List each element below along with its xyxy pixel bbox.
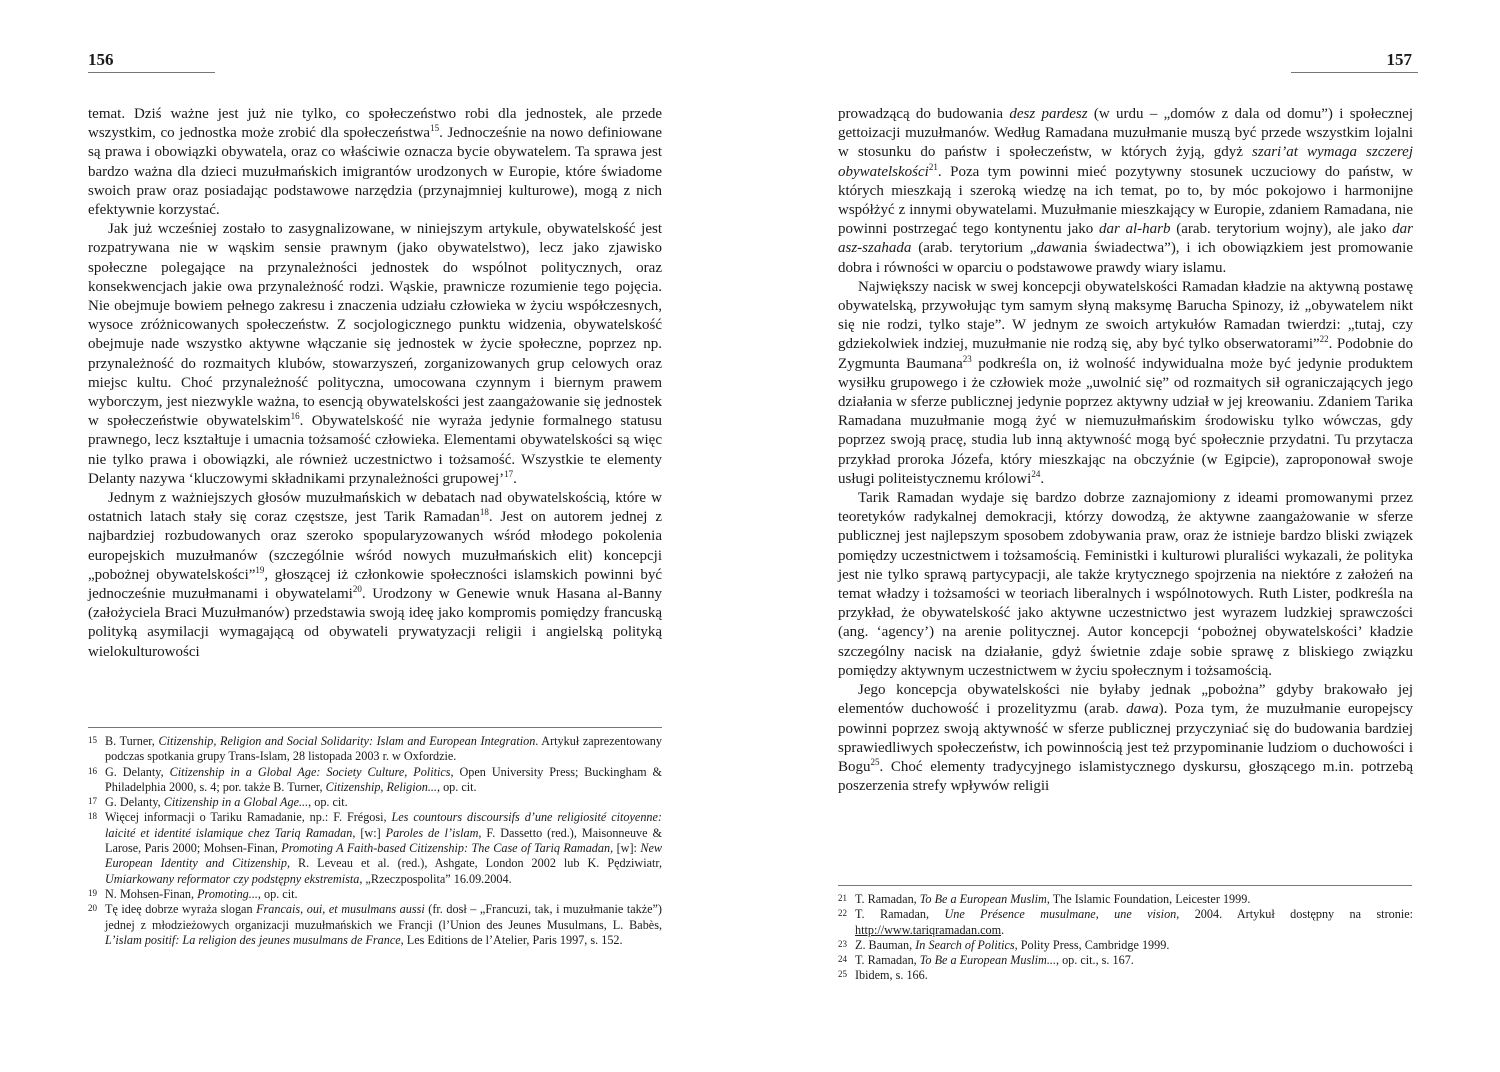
paragraph: temat. Dziś ważne jest już nie tylko, co społeczeństwo robi dla jednostek, ale przede wszystkim, co jednostka może zrobić dla społeczeństwa$^{15}$. Jednocześnie na nowo definiowane są prawa i obowiązki obywatela, oraz co właściwie oznacza bycie obywatelem. Ta sprawa jest bardzo ważna dla dzieci muzułmańskich imigrantów urodzonych w Europie, które świadome swoich praw oraz posiadając podstawowe narzędzia (przynajmniej kulturowe), mogą z nich efektywnie korzystać. [88, 106, 663, 219]
footnotes-right [838, 885, 1413, 984]
page-number-right: 157 [1386, 50, 1412, 69]
footnote: 20 Tę ideę dobrze wyraża slogan Francais, oui, et musulmans aussi (fr. dosł – „Francuzi, tak, i muzułmanie także”) jednej z młodzieżowych organizacji muzułmańskich we Francji (l’Union des Jeunes Musulmans, L. Babès, L’islam positif: La religion des jeunes musulmans de France, Les Editions de l’Atelier, Paris 1997, s. 152. [88, 902, 662, 947]
footnote: 24 T. Ramadan, To Be a European Muslim..., op. cit., s. 167. [838, 953, 1134, 968]
footnote: 17 G. Delanty, Citizenship in a Global Age..., op. cit. [88, 795, 348, 810]
left-page-body [88, 105, 662, 662]
paragraph: Jednym z ważniejszych głosów muzułmańskich w debatach nad obywatelskością, które w ostatnich latach stały się coraz częstsze, jest Tarik Ramadan$^{18}$. Jest on autorem jednej z najbardziej rozbudowanych oraz szeroko spopularyzowanych wśród młodego pokolenia europejskich muzułmanów (szczególnie wśród nowych muzułmańskich elit) koncepcji „pobożnej obywatelskości”$^{19}$, głoszącej iż członkowie społeczności islamskich powinni być jednocześnie muzułmanami i obywatelami$^{20}$. Urodzony w Genewie wnuk Hasana al-Banny (założyciela Braci Muzułmanów) przedstawia swoją ideę jako kompromis pomiędzy francuską polityką asymilacji wymagającą od obywateli prywatyzacji religii i angielską polityką wielokulturowości [88, 490, 662, 660]
footnote-rule [838, 885, 1412, 886]
footnotes-left [88, 727, 662, 948]
paragraph: Jego koncepcja obywatelskości nie byłaby jednak „pobożna” gdyby brakowało jej elementów duchowość i prozelityzmu (arab. dawa). Poza tym, że muzułmanie europejscy powinni poprzez swoją aktywność w sferze publicznej przyczyniać się do budowania bardziej sprawiedliwych społeczeństw, ich powinnością jest też przypominanie ludziom o duchowości i Bogu$^{25}$. Choć elementy tradycyjnego islamistycznego dyskursu, głoszącego m.in. potrzebą poszerzenia strefy wpływów religii [838, 682, 1413, 795]
right-page-body [838, 105, 1413, 796]
footnote: 19 N. Mohsen-Finan, Promoting..., op. cit. [88, 886, 298, 901]
footnote-rule [88, 727, 662, 728]
footnote: 15 B. Turner, Citizenship, Religion and Social Solidarity: Islam and European Integration. Artykuł zaprezentowany podczas spotkania grupy Trans-Islam, 28 listopada 2003 r. w Oxfordzie. [88, 734, 662, 764]
page-number-left: 156 [88, 50, 114, 69]
header-rule-right [1291, 72, 1418, 73]
paragraph: Tarik Ramadan wydaje się bardzo dobrze zaznajomiony z ideami promowanymi przez teoretyków radykalnej demokracji, którzy dowodzą, że aktywne zaangażowanie w sferze publicznej jest najlepszym sposobem zdobywania praw, oraz że istnieje bardzo bliski związek pomiędzy uczestnictwem i tożsamością. Feministki i kulturowi pluraliści wykazali, że polityka jest nie tylko sprawą partycypacji, ale także krytycznego spojrzenia na niektóre z założeń na temat władzy i tożsamości w teoriach liberalnych i wspólnotowych. Ruth Lister, podkreśla na przykład, że obywatelskość jako aktywne uczestnictwo jest wyrazem ludzkiej sprawczości (ang. ‘agency’) na arenie politycznej. Autor koncepcji ‘pobożnej obywatelskości’ kładzie szczególny nacisk na działanie, gdyż świetnie zdaje sobie sprawę z bliskiego związku pomiędzy aktywnym uczestnictwem w życiu społecznym i tożsamością. [838, 490, 1413, 679]
footnote: 16 G. Delanty, Citizenship in a Global Age: Society Culture, Politics, Open University Press; Buckingham & Philadelphia 2000, s. 4; por. także B. Turner, Citizenship, Religion..., op. cit. [88, 764, 663, 794]
header-rule-left [88, 72, 215, 73]
paragraph: Największy nacisk w swej koncepcji obywatelskości Ramadan kładzie na aktywną postawę obywatelską, przywołując tym samym słyną maksymę Barucha Spinozy, iż „obywatelem nikt się nie rodzi, tylko staje”. W jednym ze swoich artykułów Ramadan twierdzi: „tutaj, czy gdziekolwiek indziej, muzułmanie nie rodzą się, aby być tylko obserwatorami”$^{22}$. Podobnie do Zygmunta Baumana$^{23}$ podkreśla on, iż wolność indywidualna może być jedynie produktem wysiłku grupowego i że człowiek może „uwolnić się” od rozmaitych sił ograniczających jego działania w sferze publicznej jedynie poprzez aktywny udział w jej kreowaniu. Zdaniem Tarika Ramadana muzułmanie mogą żyć w niemuzułmańskim środowisku tylko wówczas, gdy poprzez swoją pracę, studia lub inną aktywność mogą być społecznie przydatni. Tu przytacza przykład proroka Józefa, który mieszkając na obczyźnie (w Egipcie), zaproponował swoje usługi politeistycznemu królowi$^{24}$. [838, 278, 1413, 487]
footnote: 21 T. Ramadan, To Be a European Muslim, The Islamic Foundation, Leicester 1999. [838, 892, 1251, 906]
footnote: 25 Ibidem, s. 166. [838, 968, 928, 983]
footnote: 23 Z. Bauman, In Search of Politics, Polity Press, Cambridge 1999. [838, 937, 1170, 952]
paragraph: prowadzącą do budowania desz pardesz (w urdu – „domów z dala od domu”) i społecznej gettoizacji muzułmanów. Według Ramadana muzułmanie muszą być przede wszystkim lojalni w stosunku do państw i społeczeństw, w których żyją, gdyż szari’at wymaga szczerej obywatelskości$^{21}$. Poza tym powinni mieć pozytywny stosunek uczuciowy do państw, w których mieszkają i szeroką wiedzę na ich temat, po to, by móc pokojowo i harmonijne współżyć z innymi obywatelami. Muzułmanie mieszkający w Europie, zdaniem Ramadana, nie powinni postrzegać tego kontynentu jako dar al-harb (arab. terytorium wojny), ale jako dar asz-szahada (arab. terytorium „dawania świadectwa”), i ich obowiązkiem jest promowanie dobra i równości w oparciu o podstawowe prawdy wiary islamu. [838, 106, 1413, 276]
paragraph: Jak już wcześniej zostało to zasygnalizowane, w niniejszym artykule, obywatelskość jest rozpatrywana nie w wąskim sensie prawnym (jako obywatelstwo), lecz jako zjawisko społeczne polegające na przynależności jednostek do wspólnot politycznych, oraz konsekwencjach jakie owa przynależność rodzi. Wąskie, prawnicze rozumienie tego pojęcia. Nie obejmuje bowiem pełnego zakresu i znaczenia udziału człowieka w życiu współczesnych, wysoce zróżnicowanych społeczeństw. Z socjologicznego punktu widzenia, obywatelskość obejmuje nade wszystko aktywne włączanie się jednostek w życie społeczne, poprzez np. przynależność do rozmaitych klubów, stowarzyszeń, zorganizowanych grup celowych oraz miejsc kultu. Choć przynależność polityczna, umocowana czynnym i biernym prawem wyborczym, jest niezwykle ważna, to esencją obywatelskości jest zaangażowanie się jednostek w społeczeństwie obywatelskim$^{16}$. Obywatelskość nie wyraża jedynie formalnego statusu prawnego, lecz kształtuje i umacnia tożsamość człowieka. Elementami obywatelskości są więc nie tylko prawa i obowiązki, ale również uczestnictwo i tożsamość. Wszystkie te elementy Delanty nazywa ‘kluczowymi składnikami przynależności grupowej’$^{17}$. [88, 221, 662, 487]
footnote: 22 T. Ramadan, Une Présence musulmane, une vision, 2004. Artykuł dostępny na stronie: http://www.tariqramadan.com. [838, 907, 1413, 937]
footnote: 18 Więcej informacji o Tariku Ramadanie, np.: F. Frégosi, Les countours discoursifs d’une religiosité citoyenne: laicité et identité islamique chez Tariq Ramadan, [w:] Paroles de l’islam, F. Dassetto (red.), Maisonneuve & Larose, Paris 2000; Mohsen-Finan, Promoting A Faith-based Citizenship: The Case of Tariq Ramadan, [w]: New European Identity and Citizenship, R. Leveau et al. (red.), Ashgate, London 2002 lub K. Pędziwiatr, Umiarkowany reformator czy podstępny ekstremista, „Rzeczpospolita” 16.09.2004. [88, 810, 662, 886]
